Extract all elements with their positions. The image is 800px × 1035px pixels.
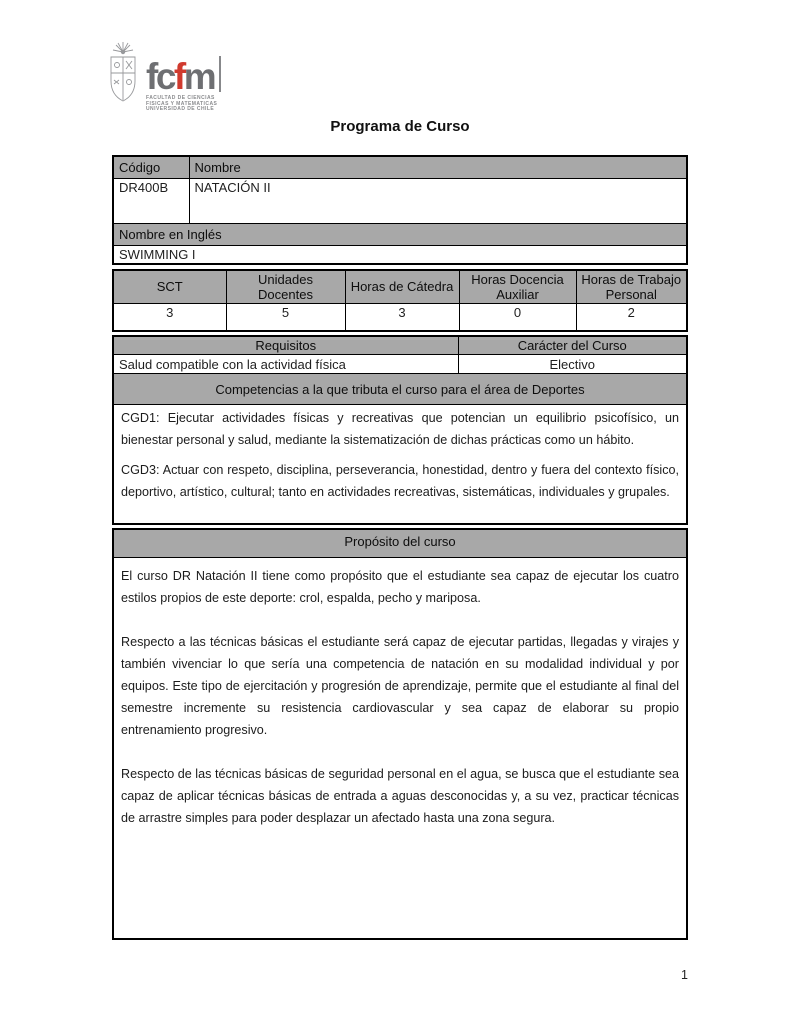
logo-divider-bar [219, 56, 221, 92]
proposito-header: Propósito del curso [113, 529, 687, 558]
sct-header: SCT [113, 270, 226, 304]
document-body [112, 155, 688, 940]
proposito-paragraph-1: El curso DR Natación II tiene como propósito que el estudiante sea capaz de ejecutar los cuatro estilos propios de este deporte: crol, espalda, pecho y mariposa. [121, 569, 679, 605]
competencias-body [113, 405, 687, 524]
university-shield-icon [106, 42, 140, 104]
nombre-value: NATACIÓN II [189, 178, 687, 223]
fcfm-logo [106, 42, 221, 113]
cgd3-paragraph: CGD3: Actuar con respeto, disciplina, perseverancia, honestidad, dentro y fuera del contexto físico, deportivo, artístico, cultural; tanto en actividades recreativas, sistemáticas, individuales y grupales. [121, 463, 679, 499]
nombre-ingles-value: SWIMMING I [113, 245, 687, 264]
caracter-curso-value: Electivo [458, 355, 687, 374]
requisitos-competencias-table [112, 335, 688, 525]
horas-docencia-auxiliar-value: 0 [459, 303, 576, 331]
competencias-header: Competencias a la que tributa el curso para el área de Deportes [113, 374, 687, 405]
course-info-table [112, 155, 688, 265]
proposito-paragraph-2: Respecto a las técnicas básicas el estudiante será capaz de ejecutar partidas, llegadas y virajes y también vivenciar lo que sería una competencia de natación en su modalidad individual y por equipos. Este tipo de ejercitación y progresión de aprendizaje, permite que el estudiante al final del semestre incremente su resistencia cardiovascular y sea capaz de elaborar su propio entrenamiento progresivo. [121, 635, 679, 737]
requisitos-value: Salud compatible con la actividad física [113, 355, 458, 374]
fcfm-wordmark: fcfm [146, 56, 215, 97]
horas-trabajo-personal-header: Horas de Trabajo Personal [576, 270, 687, 304]
proposito-paragraph-3: Respecto de las técnicas básicas de seguridad personal en el agua, se busca que el estudiante sea capaz de aplicar técnicas básicas de entrada a aguas desconocidas y, a su vez, practicar técnicas de arrastre simples para poder desplazar un afectado hasta una zona segura. [121, 767, 679, 825]
horas-catedra-header: Horas de Cátedra [345, 270, 459, 304]
page-number: 1 [681, 968, 688, 982]
cgd1-paragraph: CGD1: Ejecutar actividades físicas y recreativas que potencian un equilibrio psicofísico, un bienestar personal y salud, mediante la sistematización de dichas prácticas como un hábito. [121, 411, 679, 447]
horas-trabajo-personal-value: 2 [576, 303, 687, 331]
horas-docencia-auxiliar-header: Horas Docencia Auxiliar [459, 270, 576, 304]
unidades-docentes-header: Unidades Docentes [226, 270, 345, 304]
proposito-table [112, 528, 688, 940]
caracter-curso-header: Carácter del Curso [458, 336, 687, 355]
codigo-value: DR400B [113, 178, 189, 223]
credits-hours-table [112, 269, 688, 333]
nombre-header: Nombre [189, 156, 687, 178]
proposito-body [113, 558, 687, 939]
page-title: Programa de Curso [330, 118, 470, 135]
logo-text [146, 42, 221, 113]
horas-catedra-value: 3 [345, 303, 459, 331]
unidades-docentes-value: 5 [226, 303, 345, 331]
faculty-name: FACULTAD DE CIENCIAS FISICAS Y MATEMATICAS UNIVERSIDAD DE CHILE [146, 95, 218, 113]
sct-value: 3 [113, 303, 226, 331]
nombre-ingles-header: Nombre en Inglés [113, 223, 687, 245]
requisitos-header: Requisitos [113, 336, 458, 355]
codigo-header: Código [113, 156, 189, 178]
